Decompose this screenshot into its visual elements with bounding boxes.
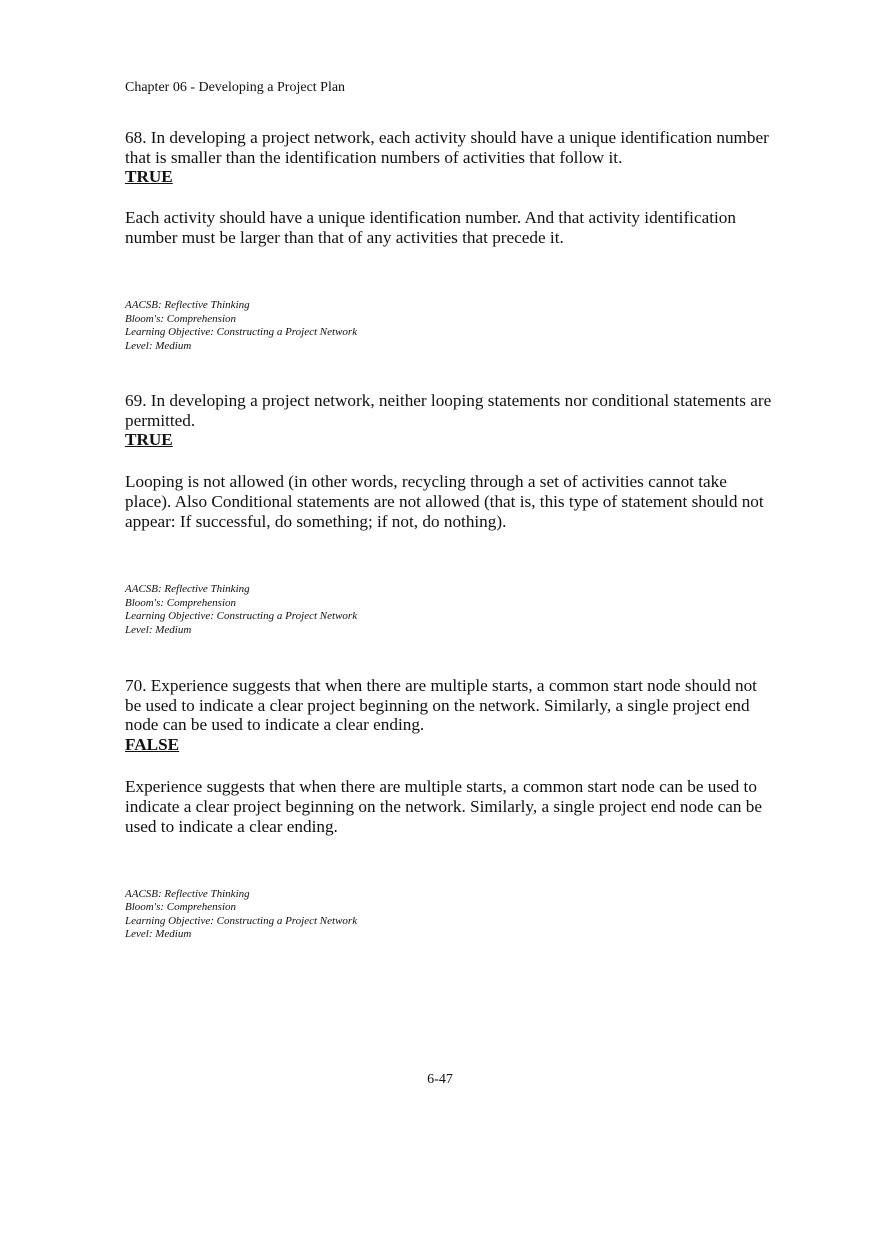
question-text: 70. Experience suggests that when there are multiple starts, a common start node should not be used to indicate a clear project beginning on the network. Similarly, a single project end node can be used to indicate a clear ending. [125, 676, 757, 734]
answer-explanation: Each activity should have a unique identification number. And that activity identification number must be larger than that of any activities that precede it. [125, 208, 736, 247]
blooms-tag: Bloom's: Comprehension [125, 312, 237, 325]
chapter-header: Chapter 06 - Developing a Project Plan [125, 80, 346, 95]
question-text: 68. In developing a project network, each activity should have a unique identification number that is smaller than the identification numbers of activities that follow it. [125, 128, 769, 167]
question-metadata [125, 299, 785, 353]
question-69 [125, 391, 785, 637]
answer-label: TRUE [125, 430, 173, 449]
learning-objective-tag: Learning Objective: Constructing a Project Network [125, 914, 358, 927]
level-tag: Level: Medium [125, 623, 192, 636]
question-70 [125, 676, 785, 942]
aacsb-tag: AACSB: Reflective Thinking [125, 887, 250, 900]
aacsb-tag: AACSB: Reflective Thinking [125, 299, 250, 311]
question-metadata [125, 888, 785, 942]
blooms-tag: Bloom's: Comprehension [125, 901, 237, 913]
learning-objective-tag: Learning Objective: Constructing a Project Network [125, 326, 358, 338]
level-tag: Level: Medium [125, 928, 192, 940]
blooms-tag: Bloom's: Comprehension [125, 596, 237, 609]
question-68 [125, 128, 785, 353]
learning-objective-tag: Learning Objective: Constructing a Project Network [125, 610, 358, 622]
aacsb-tag: AACSB: Reflective Thinking [125, 583, 250, 595]
answer-explanation: Looping is not allowed (in other words, recycling through a set of activities cannot take place). Also Conditional statements are not allowed (that is, this type of statement should not appear: If successful, do something; if not, do nothing). [125, 472, 764, 531]
question-metadata [125, 583, 785, 637]
level-tag: Level: Medium [125, 339, 192, 352]
question-text: 69. In developing a project network, neither looping statements nor conditional statements are permitted. [125, 391, 772, 430]
answer-explanation: Experience suggests that when there are multiple starts, a common start node can be used to indicate a clear project beginning on the network. Similarly, a single project end node can be used to indicate a clear ending. [125, 776, 762, 836]
answer-label: TRUE [125, 167, 173, 186]
page-number: 6-47 [427, 1072, 453, 1087]
answer-label: FALSE [125, 734, 180, 754]
